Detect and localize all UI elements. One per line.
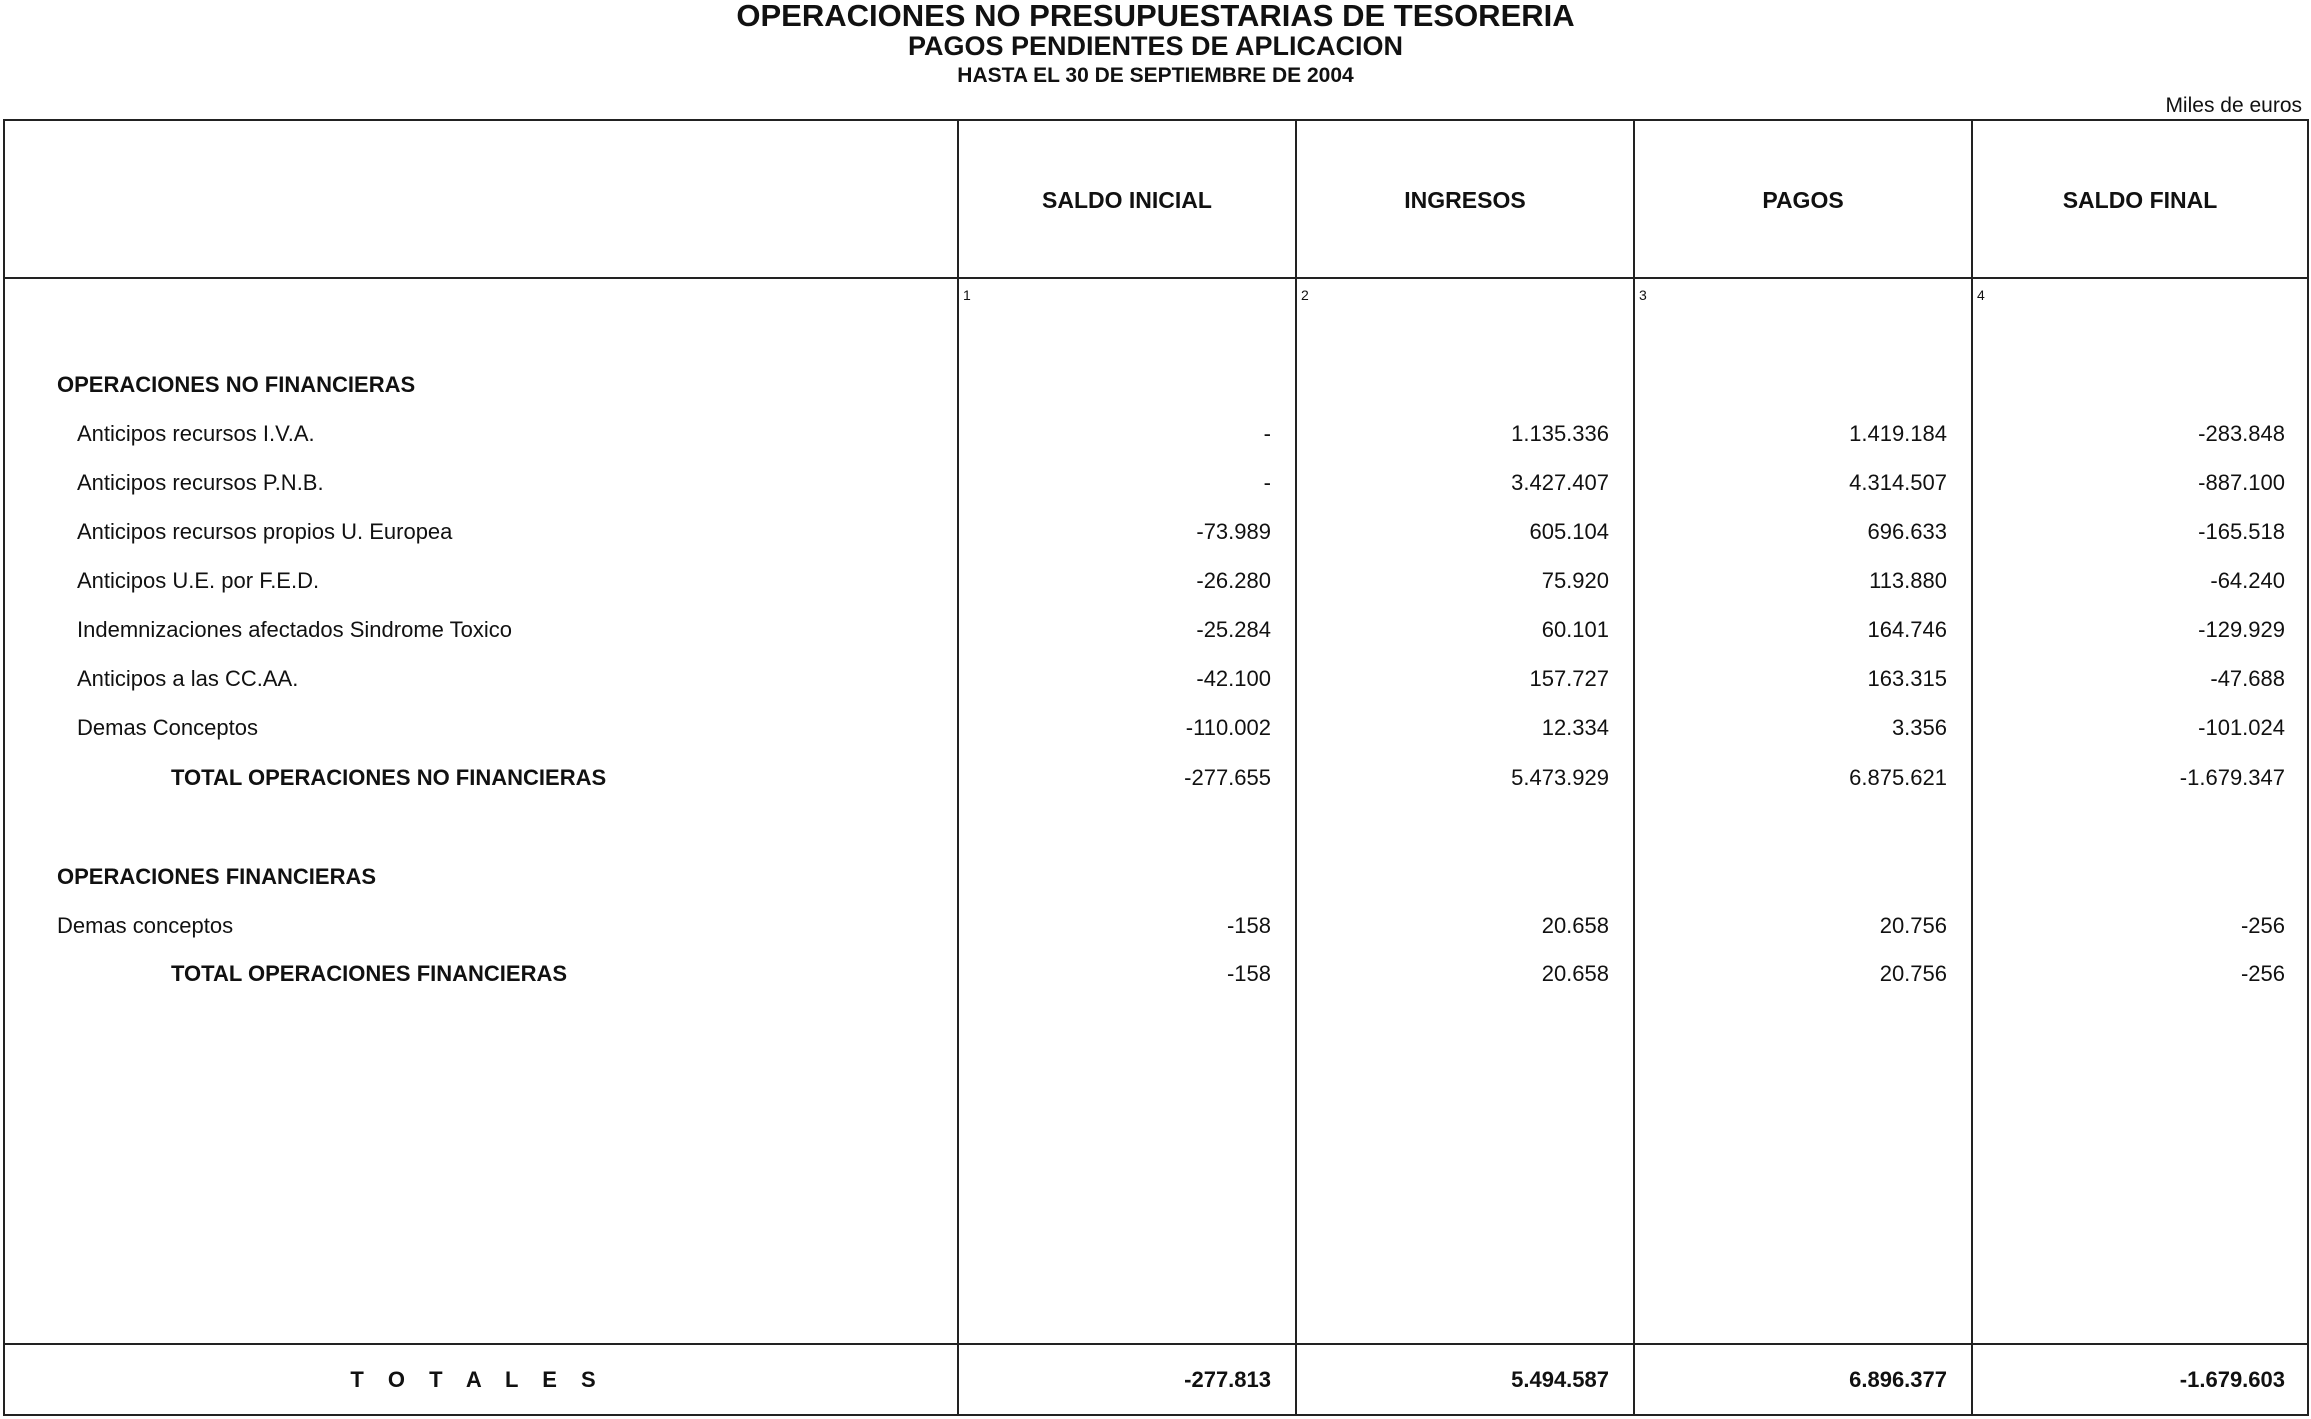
cell-saldo-inicial: -110.002 — [1185, 715, 1271, 740]
cell-ingresos: 1.135.336 — [1511, 421, 1609, 446]
row-label: Demas Conceptos — [77, 715, 258, 740]
row-label: Indemnizaciones afectados Sindrome Toxico — [77, 617, 512, 642]
cell-ingresos: 12.334 — [1541, 715, 1609, 740]
cell-pagos: 696.633 — [1867, 519, 1947, 544]
cell-saldo-inicial: -158 — [1226, 913, 1271, 938]
column-number-4: 4 — [1977, 287, 1985, 303]
totals-top-border — [3, 1343, 2309, 1345]
cell-pagos: 4.314.507 — [1849, 470, 1947, 495]
cell-saldo-final: -47.688 — [2210, 666, 2285, 691]
grand-total-saldo-final: -1.679.603 — [2179, 1367, 2285, 1392]
cell-saldo-inicial: -25.284 — [1196, 617, 1271, 642]
row-label: Anticipos recursos I.V.A. — [77, 421, 315, 446]
cell-ingresos: 605.104 — [1529, 519, 1609, 544]
column-divider-3 — [1633, 119, 1635, 1416]
cell-saldo-inicial: -73.989 — [1196, 519, 1271, 544]
cell-saldo-inicial: -42.100 — [1196, 666, 1271, 691]
header-bottom-border — [3, 277, 2309, 279]
cell-ingresos: 75.920 — [1541, 568, 1609, 593]
section-title-financieras: OPERACIONES FINANCIERAS — [57, 864, 377, 889]
table-top-border — [3, 119, 2309, 121]
cell-ingresos: 5.473.929 — [1511, 765, 1609, 790]
grand-total-saldo-inicial: -277.813 — [1184, 1367, 1271, 1392]
cell-saldo-final: -1.679.347 — [2179, 765, 2285, 790]
cell-saldo-final: -256 — [2240, 961, 2285, 986]
cell-ingresos: 3.427.407 — [1511, 470, 1609, 495]
row-label: Anticipos U.E. por F.E.D. — [77, 568, 320, 593]
grand-total-pagos: 6.896.377 — [1849, 1367, 1947, 1392]
column-divider-4 — [1971, 119, 1973, 1416]
cell-ingresos: 60.101 — [1541, 617, 1609, 642]
column-number-3: 3 — [1639, 287, 1647, 303]
cell-pagos: 3.356 — [1891, 715, 1947, 740]
cell-pagos: 163.315 — [1867, 666, 1947, 691]
report-period: HASTA EL 30 DE SEPTIEMBRE DE 2004 — [957, 64, 1354, 87]
units-label: Miles de euros — [2165, 94, 2302, 117]
cell-saldo-final: -283.848 — [2198, 421, 2285, 446]
cell-saldo-inicial: -277.655 — [1184, 765, 1271, 790]
cell-saldo-final: -129.929 — [2198, 617, 2285, 642]
table-right-border — [2307, 119, 2309, 1416]
cell-saldo-inicial: - — [1263, 421, 1271, 446]
column-divider-1 — [957, 119, 959, 1416]
cell-pagos: 1.419.184 — [1849, 421, 1947, 446]
cell-saldo-final: -64.240 — [2210, 568, 2285, 593]
column-number-1: 1 — [963, 287, 971, 303]
cell-ingresos: 157.727 — [1529, 666, 1609, 691]
cell-saldo-final: -165.518 — [2198, 519, 2285, 544]
cell-pagos: 164.746 — [1867, 617, 1947, 642]
cell-ingresos: 20.658 — [1541, 961, 1609, 986]
table-left-border — [3, 119, 5, 1416]
column-number-2: 2 — [1301, 287, 1309, 303]
subtotal-label: TOTAL OPERACIONES NO FINANCIERAS — [171, 765, 607, 790]
section-title-no-financieras: OPERACIONES NO FINANCIERAS — [57, 372, 416, 397]
grand-total-ingresos: 5.494.587 — [1511, 1367, 1609, 1392]
cell-pagos: 113.880 — [1869, 568, 1947, 593]
grand-total-label: T O T A L E S — [350, 1367, 605, 1392]
row-label: Anticipos recursos propios U. Europea — [77, 519, 453, 544]
cell-pagos: 20.756 — [1879, 961, 1947, 986]
row-label: Demas conceptos — [57, 913, 234, 938]
table-bottom-border — [3, 1414, 2309, 1416]
row-label: Anticipos a las CC.AA. — [77, 666, 299, 691]
column-divider-2 — [1295, 119, 1297, 1416]
subtotal-label: TOTAL OPERACIONES FINANCIERAS — [171, 961, 568, 986]
column-header-saldo-final: SALDO FINAL — [2062, 187, 2218, 213]
cell-pagos: 20.756 — [1879, 913, 1947, 938]
column-header-pagos: PAGOS — [1762, 187, 1844, 213]
row-label: Anticipos recursos P.N.B. — [77, 470, 324, 495]
report-title: OPERACIONES NO PRESUPUESTARIAS DE TESORERIA — [736, 0, 1575, 33]
cell-ingresos: 20.658 — [1541, 913, 1609, 938]
cell-saldo-inicial: -158 — [1226, 961, 1271, 986]
cell-saldo-inicial: -26.280 — [1196, 568, 1271, 593]
column-header-ingresos: INGRESOS — [1404, 187, 1526, 213]
report-subtitle: PAGOS PENDIENTES DE APLICACION — [907, 31, 1404, 61]
cell-saldo-final: -887.100 — [2198, 470, 2285, 495]
column-header-saldo-inicial: SALDO INICIAL — [1042, 187, 1212, 213]
cell-saldo-inicial: - — [1263, 470, 1271, 495]
cell-saldo-final: -101.024 — [2198, 715, 2285, 740]
cell-pagos: 6.875.621 — [1849, 765, 1947, 790]
cell-saldo-final: -256 — [2240, 913, 2285, 938]
